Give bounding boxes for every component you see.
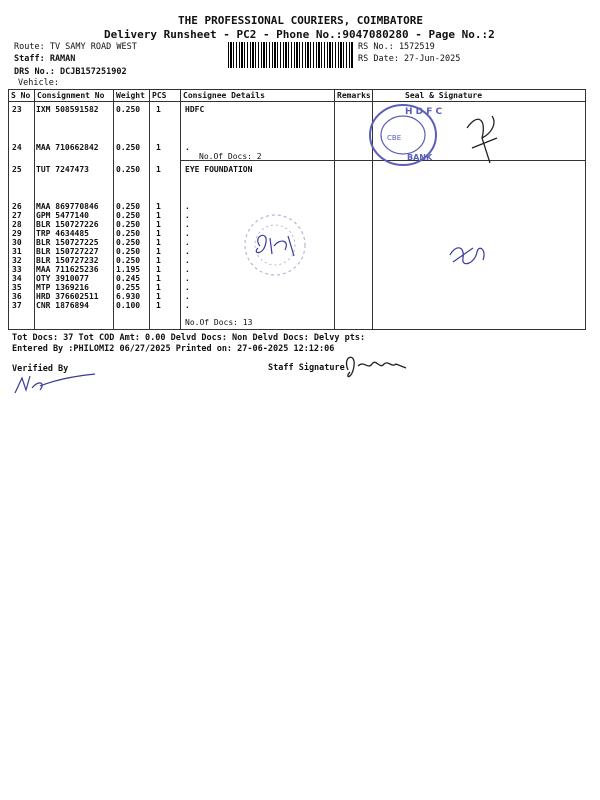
receiver-signature-3 <box>445 240 490 270</box>
row-consignment: CNR 1876894 <box>36 301 89 310</box>
runsheet-title: Delivery Runsheet - PC2 - Phone No.:9047080280 - Page No.:2 <box>104 28 495 41</box>
row-pcs: 1 <box>156 220 161 229</box>
header-seal: Seal & Signature <box>405 91 483 100</box>
docs-count-group2: No.Of Docs: 13 <box>185 318 253 327</box>
row-sno: 25 <box>12 165 22 174</box>
row-consignee: . <box>185 256 190 265</box>
header-pcs: PCS <box>152 91 167 100</box>
row-consignment: HRD 376602511 <box>36 292 99 301</box>
bank-stamp <box>365 100 445 170</box>
row-consignee: . <box>185 220 190 229</box>
row-consignee: . <box>185 247 190 256</box>
row-consignee: HDFC <box>185 105 205 114</box>
row-consignee: . <box>185 292 190 301</box>
row-pcs: 1 <box>156 292 161 301</box>
row-weight: 0.250 <box>116 247 141 256</box>
row-weight: 0.250 <box>116 229 141 238</box>
row-weight: 1.195 <box>116 265 141 274</box>
row-weight: 0.250 <box>116 143 141 152</box>
row-consignment: GPM 5477140 <box>36 211 89 220</box>
totals-line: Tot Docs: 37 Tot COD Amt: 0.00 Delvd Docs: Non Delvd Docs: Delvy pts: <box>12 333 366 343</box>
row-pcs: 1 <box>156 202 161 211</box>
row-pcs: 1 <box>156 105 161 114</box>
row-weight: 0.250 <box>116 220 141 229</box>
company-name: THE PROFESSIONAL COURIERS, COIMBATORE <box>178 14 424 27</box>
row-pcs: 1 <box>156 274 161 283</box>
row-consignment: BLR 150727227 <box>36 247 99 256</box>
receiver-signature-2 <box>250 228 300 264</box>
row-consignee: EYE FOUNDATION <box>185 165 253 174</box>
row-pcs: 1 <box>156 265 161 274</box>
header-consignee: Consignee Details <box>183 91 265 100</box>
row-sno: 26 <box>12 202 22 211</box>
row-sno: 28 <box>12 220 22 229</box>
row-sno: 23 <box>12 105 22 114</box>
row-sno: 27 <box>12 211 22 220</box>
staff-signature-label: Staff Signature <box>268 363 345 373</box>
row-weight: 0.250 <box>116 211 141 220</box>
staff-signature <box>340 350 410 386</box>
row-weight: 0.250 <box>116 105 141 114</box>
rs-number: RS No.: 1572519 <box>358 42 435 52</box>
row-consignment: BLR 150727232 <box>36 256 99 265</box>
docs-count-group1: No.Of Docs: 2 <box>199 152 262 161</box>
row-sno: 30 <box>12 238 22 247</box>
header-sno: S No <box>11 91 31 100</box>
row-sno: 35 <box>12 283 22 292</box>
row-weight: 0.255 <box>116 283 141 292</box>
entered-by-line: Entered By :PHILOMI2 06/27/2025 Printed on: 27-06-2025 12:12:06 <box>12 344 335 354</box>
row-pcs: 1 <box>156 229 161 238</box>
row-consignment: MAA 711625236 <box>36 265 99 274</box>
row-weight: 0.250 <box>116 238 141 247</box>
header-weight: Weight <box>116 91 145 100</box>
svg-text:H D F C: H D F C <box>405 107 443 117</box>
barcode <box>228 42 354 68</box>
row-consignment: OTY 3910077 <box>36 274 89 283</box>
receiver-signature-1 <box>462 108 502 168</box>
row-consignment: MTP 1369216 <box>36 283 89 292</box>
staff-label: Staff: RAMAN <box>14 54 76 64</box>
row-consignment: IXM 508591582 <box>36 105 99 114</box>
row-consignment: MAA 710662842 <box>36 143 99 152</box>
row-consignee: . <box>185 265 190 274</box>
row-pcs: 1 <box>156 247 161 256</box>
svg-text:BANK: BANK <box>407 153 433 162</box>
row-consignment: TUT 7247473 <box>36 165 89 174</box>
drs-number: DRS No.: DCJB157251902 <box>14 67 127 77</box>
row-consignee: . <box>185 283 190 292</box>
row-consignment: MAA 869770846 <box>36 202 99 211</box>
verifier-signature <box>10 368 100 398</box>
row-weight: 0.250 <box>116 256 141 265</box>
row-consignee: . <box>185 143 190 152</box>
vehicle-label: Vehicle: <box>18 78 59 88</box>
row-pcs: 1 <box>156 256 161 265</box>
row-pcs: 1 <box>156 301 161 310</box>
svg-text:CBE: CBE <box>387 134 402 142</box>
row-consignment: TRP 4634485 <box>36 229 89 238</box>
row-sno: 31 <box>12 247 22 256</box>
rs-date: RS Date: 27-Jun-2025 <box>358 54 461 64</box>
row-sno: 36 <box>12 292 22 301</box>
row-pcs: 1 <box>156 238 161 247</box>
row-consignee: . <box>185 202 190 211</box>
row-consignment: BLR 150727226 <box>36 220 99 229</box>
row-weight: 0.100 <box>116 301 141 310</box>
row-consignee: . <box>185 301 190 310</box>
verified-by-label: Verified By <box>12 364 69 374</box>
row-sno: 37 <box>12 301 22 310</box>
row-sno: 33 <box>12 265 22 274</box>
row-pcs: 1 <box>156 165 161 174</box>
row-consignment: BLR 150727225 <box>36 238 99 247</box>
row-consignee: . <box>185 229 190 238</box>
row-consignee: . <box>185 274 190 283</box>
row-weight: 0.250 <box>116 165 141 174</box>
row-sno: 34 <box>12 274 22 283</box>
row-consignee: . <box>185 238 190 247</box>
row-pcs: 1 <box>156 211 161 220</box>
row-weight: 6.930 <box>116 292 141 301</box>
route-label: Route: TV SAMY ROAD WEST <box>14 42 137 52</box>
row-pcs: 1 <box>156 143 161 152</box>
row-weight: 0.250 <box>116 202 141 211</box>
header-remarks: Remarks <box>337 91 371 100</box>
row-weight: 0.245 <box>116 274 141 283</box>
header-consignment: Consignment No <box>37 91 105 100</box>
row-pcs: 1 <box>156 283 161 292</box>
row-consignee: . <box>185 211 190 220</box>
row-sno: 24 <box>12 143 22 152</box>
row-sno: 29 <box>12 229 22 238</box>
row-sno: 32 <box>12 256 22 265</box>
